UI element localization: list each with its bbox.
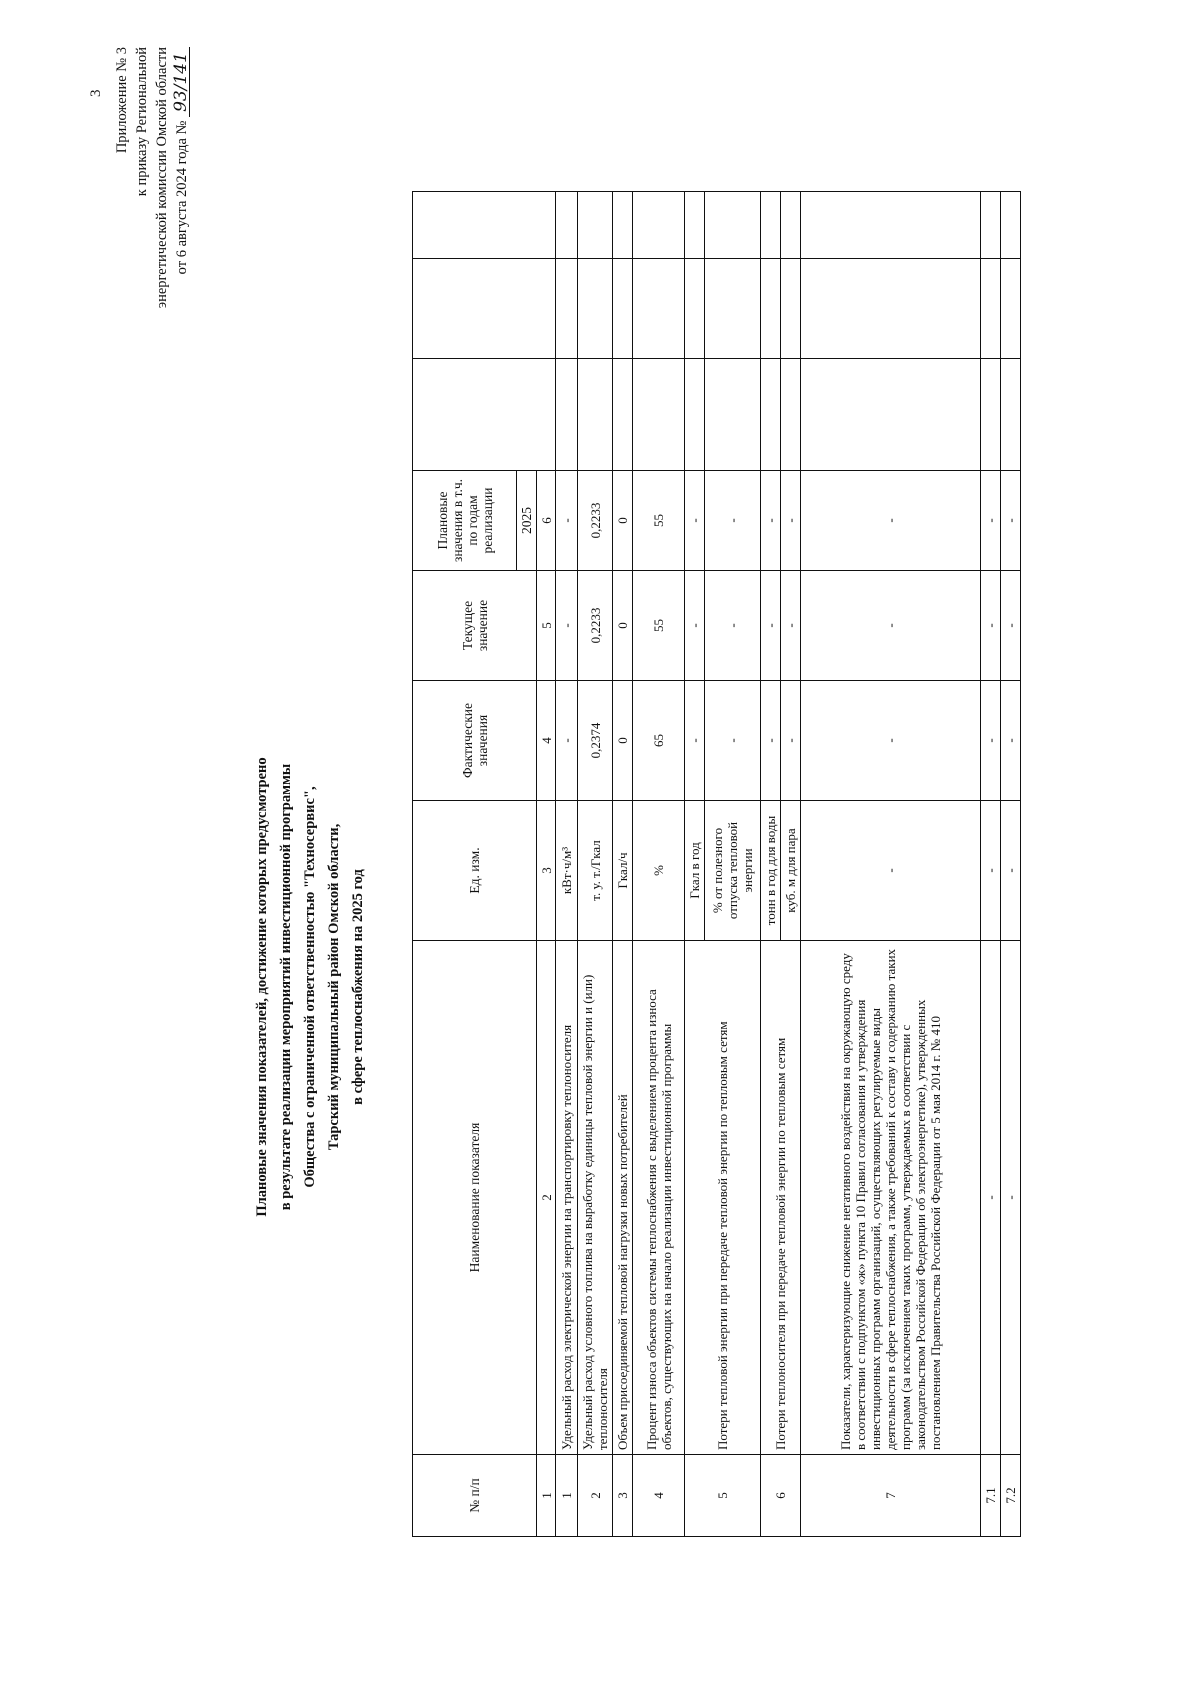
table-row: [633, 192, 685, 1537]
row-num: 1: [556, 1455, 578, 1537]
row-fact: 0: [613, 681, 633, 801]
row-unit: -: [981, 801, 1001, 941]
header-plan: Плановые значения в т.ч. по годам реализации: [413, 471, 517, 571]
row-plan: -: [801, 471, 981, 571]
col-index-5: 5: [537, 571, 556, 681]
row-plan: 0,2233: [578, 471, 613, 571]
page-number: 3: [88, 89, 104, 97]
row-fact: -: [981, 681, 1001, 801]
header-current: Текущее значение: [413, 571, 537, 681]
title-line-1: Плановые значения показателей, достижение которых предусмотрено: [254, 757, 270, 1217]
table-row: [613, 192, 633, 1537]
row-plan: -: [781, 471, 801, 571]
row-name: Показатели, характеризующие снижение негативного воздействия на окружающую среду в соответствии с подпунктом «ж» пункта 10 Правил согласования и утверждения инвестиционных программ организаций, осуществляющих регулируемые виды деятельности в сфере теплоснабжения, а также требований к составу и содержанию таких программ (за исключением таких программ, утверждаемых в соответствии с законодательством Российской Федерации об электроэнергетике), утвержденных постановлением Правительства Российской Федерации от 5 мая 2014 г. № 410: [801, 941, 981, 1455]
col-index-6: 6: [537, 471, 556, 571]
title-line-2: в результате реализации мероприятий инвестиционной программы: [278, 763, 294, 1211]
blank-col-1: [413, 359, 556, 471]
row-plan: -: [761, 471, 781, 571]
row-num: 7: [801, 1455, 981, 1537]
row-name: Потери теплоносителя при передаче тепловой энергии по тепловым сетям: [761, 941, 801, 1455]
row-current: -: [1001, 571, 1021, 681]
row-fact: -: [761, 681, 781, 801]
appendix-line-3: энергетической комиссии Омской области: [154, 47, 170, 309]
row-plan: -: [1001, 471, 1021, 571]
row-num: 6: [761, 1455, 801, 1537]
row-name: -: [1001, 941, 1021, 1455]
row-name: Объем присоединяемой тепловой нагрузки новых потребителей: [613, 941, 633, 1455]
row-name: Удельный расход условного топлива на выработку единицы тепловой энергии и (или) теплоносителя: [578, 941, 613, 1455]
row-plan: -: [705, 471, 761, 571]
row-current: -: [801, 571, 981, 681]
row-name: -: [981, 941, 1001, 1455]
handwritten-order-number: 93/141: [173, 47, 190, 117]
row-name: Процент износа объектов системы теплоснабжения с выделением процента износа объектов, существующих на начало реализации инвестиционной программы: [633, 941, 685, 1455]
table-row: [685, 192, 705, 1537]
row-current: 55: [633, 571, 685, 681]
row-unit: кВт·ч/м³: [556, 801, 578, 941]
document-title: [250, 537, 370, 1437]
row-fact: -: [705, 681, 761, 801]
row-fact: -: [1001, 681, 1021, 801]
col-index-3: 3: [537, 801, 556, 941]
row-unit: т. у. т./Гкал: [578, 801, 613, 941]
col-index-1: 1: [537, 1455, 556, 1537]
table-row: [556, 192, 578, 1537]
row-unit: тонн в год для воды: [761, 801, 781, 941]
header-plan-year: 2025: [517, 471, 537, 571]
row-unit: куб. м для пара: [781, 801, 801, 941]
table-row: [761, 192, 781, 1537]
row-current: 0,2233: [578, 571, 613, 681]
row-fact: -: [685, 681, 705, 801]
row-current: -: [556, 571, 578, 681]
row-current: -: [685, 571, 705, 681]
row-unit: %: [633, 801, 685, 941]
row-plan: -: [556, 471, 578, 571]
table-row: [1001, 192, 1021, 1537]
row-current: 0: [613, 571, 633, 681]
row-num: 7.1: [981, 1455, 1001, 1537]
table-row: [801, 192, 981, 1537]
row-unit: Гкал в год: [685, 801, 705, 941]
row-current: -: [705, 571, 761, 681]
row-num: 3: [613, 1455, 633, 1537]
row-fact: -: [801, 681, 981, 801]
row-num: 2: [578, 1455, 613, 1537]
header-fact: Фактические значения: [413, 681, 537, 801]
row-name: Удельный расход электрической энергии на транспортировку теплоносителя: [556, 941, 578, 1455]
appendix-date: от 6 августа 2024 года №: [174, 120, 190, 275]
row-unit: % от полезного отпуска тепловой энергии: [705, 801, 761, 941]
row-plan: -: [981, 471, 1001, 571]
header-unit: Ед. изм.: [413, 801, 537, 941]
row-num: 4: [633, 1455, 685, 1537]
row-num: 5: [685, 1455, 761, 1537]
title-line-3: Общества с ограниченной ответственностью "Техносервис",: [302, 786, 318, 1188]
row-plan: 0: [613, 471, 633, 571]
row-fact: -: [556, 681, 578, 801]
title-line-4: Тарский муниципальный район Омской области,: [326, 823, 342, 1151]
row-plan: 55: [633, 471, 685, 571]
row-current: -: [761, 571, 781, 681]
row-unit: -: [801, 801, 981, 941]
row-num: 7.2: [1001, 1455, 1021, 1537]
appendix-line-2: к приказу Региональной: [134, 47, 150, 197]
row-current: -: [981, 571, 1001, 681]
row-fact: -: [781, 681, 801, 801]
row-current: -: [781, 571, 801, 681]
header-num: № п/п: [413, 1455, 537, 1537]
col-index-2: 2: [537, 941, 556, 1455]
appendix-line-4: [172, 47, 192, 517]
indicators-table: [412, 191, 1021, 1537]
row-name: Потери тепловой энергии при передаче тепловой энергии по тепловым сетям: [685, 941, 761, 1455]
title-line-5: в сфере теплоснабжения на 2025 год: [350, 869, 366, 1105]
table-row: [578, 192, 613, 1537]
row-plan: -: [685, 471, 705, 571]
blank-col-3: [413, 192, 556, 259]
header-name: Наименование показателя: [413, 941, 537, 1455]
table-row: [981, 192, 1001, 1537]
row-fact: 0,2374: [578, 681, 613, 801]
appendix-line-1: Приложение № 3: [114, 47, 130, 154]
row-fact: 65: [633, 681, 685, 801]
blank-col-2: [413, 259, 556, 359]
col-index-4: 4: [537, 681, 556, 801]
row-unit: Гкал/ч: [613, 801, 633, 941]
row-unit: -: [1001, 801, 1021, 941]
appendix-block: [112, 47, 192, 517]
